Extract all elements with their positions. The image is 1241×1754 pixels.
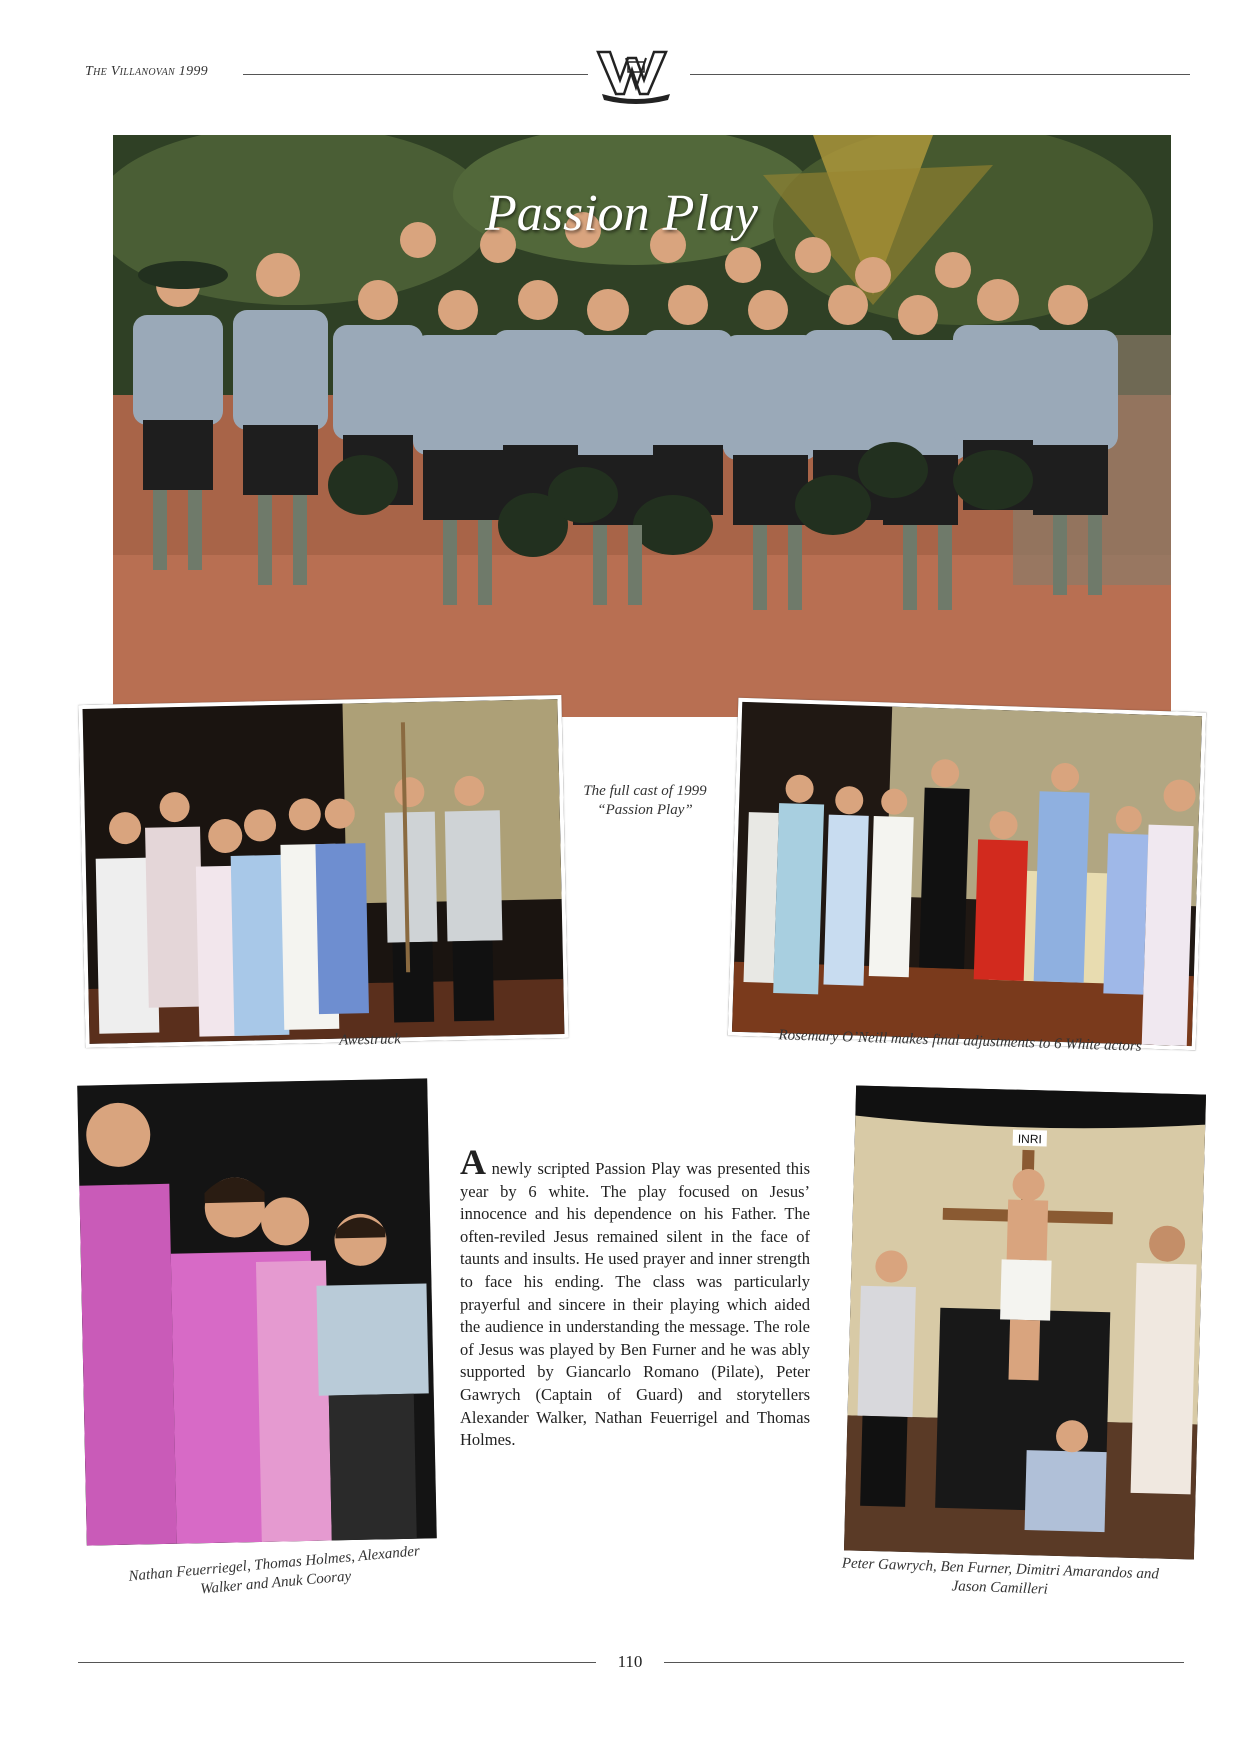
awestruck-photo bbox=[78, 695, 568, 1048]
final-adjustments-caption: Rosemary O’Neill makes final adjustments to 6 White actors bbox=[778, 1027, 1142, 1055]
publication-title bbox=[85, 64, 208, 80]
inri-sign: INRI bbox=[1017, 1131, 1042, 1147]
footer-rule-left bbox=[78, 1662, 596, 1663]
publication-name: The Villanovan bbox=[85, 64, 175, 79]
storytellers-caption: Nathan Feuerriegel, Thomas Holmes, Alexander Walker and Anuk Cooray bbox=[127, 1543, 421, 1598]
crucifixion-scene-photo bbox=[844, 1085, 1206, 1559]
crucifixion-caption: Peter Gawrych, Ben Furner, Dimitri Amarandos and Jason Camilleri bbox=[841, 1555, 1160, 1598]
full-cast-caption: The full cast of 1999 “Passion Play” bbox=[583, 783, 707, 818]
drop-cap: A bbox=[460, 1142, 486, 1182]
page-number: 110 bbox=[617, 1652, 643, 1671]
storytellers-photo bbox=[77, 1078, 437, 1545]
article-title: Passion Play bbox=[485, 185, 758, 242]
header-rule-right bbox=[690, 74, 1190, 75]
college-crest-logo bbox=[596, 48, 676, 104]
header-rule-left bbox=[243, 74, 588, 75]
final-adjustments-photo bbox=[728, 698, 1206, 1051]
article-text: newly scripted Passion Play was presented this year by 6 white. The play focused on Jesus’ innocence and his dependence on his Father. The often-reviled Jesus remained silent in the face of taunts and insults. He used prayer and inner strength to face his ending. The class was particularly prayerful and sincere in their playing which aided the audience in understanding the message. The role of Jesus was played by Ben Furner and he was ably supported by Giancarlo Romano (Pilate), Peter Gawrych (Captain of Guard) and storytellers Alexander Walker, Nathan Feuerrigel and Thomas Holmes. bbox=[460, 1159, 810, 1450]
article-body bbox=[460, 1142, 810, 1452]
awestruck-caption: Awestruck bbox=[339, 1031, 401, 1049]
footer-rule-right bbox=[664, 1662, 1184, 1663]
publication-year: 1999 bbox=[178, 64, 208, 79]
